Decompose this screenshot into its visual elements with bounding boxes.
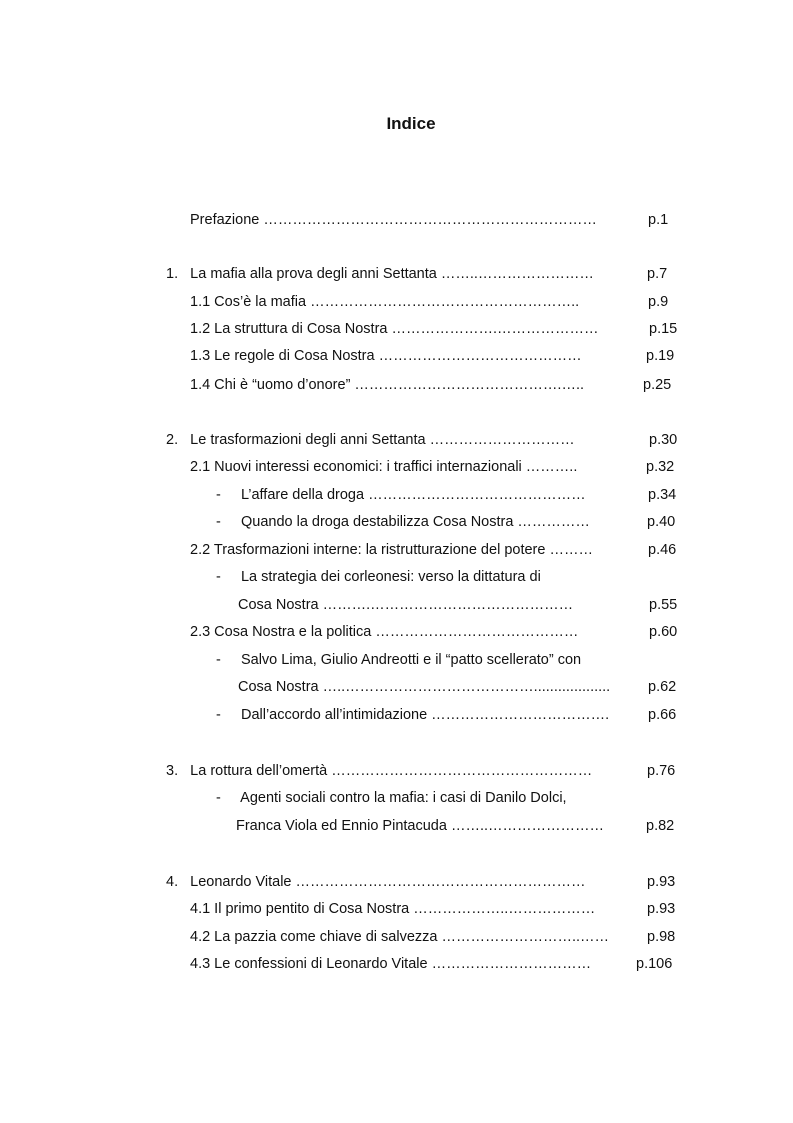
toc-entry-text: - Salvo Lima, Giulio Andreotti e il “patto scellerato” con (216, 652, 582, 668)
toc-entry-text: 1.4 Chi è “uomo d’onore” …………………………………….….. (190, 377, 585, 393)
toc-entry-page: p.62 (648, 679, 677, 695)
toc-entry-text: Prefazione …………………………………………………………… (190, 212, 597, 228)
toc-entry-text: 4. Leonardo Vitale …………………………………………………… (166, 874, 586, 890)
toc-entry-page: p.25 (643, 377, 672, 393)
toc-entry-text: 2.2 Trasformazioni interne: la ristrutturazione del potere ……… (190, 542, 593, 558)
toc-entry-page: p.93 (647, 874, 676, 890)
toc-entry-text: 4.2 La pazzia come chiave di salvezza ………………………..…… (190, 929, 610, 945)
toc-entry-text: 3. La rottura dell’omertà ……………………………………………… (166, 763, 593, 779)
toc-entry-page: p.1 (648, 212, 669, 228)
toc-entry-page: p.55 (649, 597, 678, 613)
toc-entry-text: 4.1 Il primo pentito di Cosa Nostra ………………..……………… (190, 901, 596, 917)
toc-entry-text: 1. La mafia alla prova degli anni Settanta ……..…………………… (166, 266, 594, 282)
toc-entry-text: - Dall’accordo all’intimidazione ………………………………. (216, 707, 610, 723)
toc-entry-page: p.66 (648, 707, 677, 723)
toc-entry-page: p.9 (648, 294, 669, 310)
toc-entry-text: Cosa Nostra …..…………………………………................... (238, 679, 611, 695)
toc-entry-text: 1.3 Le regole di Cosa Nostra …………………………………… (190, 348, 582, 364)
toc-entry-text: - Agenti sociali contro la mafia: i casi di Danilo Dolci, (216, 790, 567, 806)
toc-entry-page: p.34 (648, 487, 677, 503)
toc-entry-text: Cosa Nostra ……….…………………………………… (238, 597, 574, 613)
toc-entry-page: p.40 (647, 514, 676, 530)
toc-entry-page: p.30 (649, 432, 678, 448)
toc-entry-text: 2.3 Cosa Nostra e la politica …………………………………… (190, 624, 579, 640)
toc-entry-text: - L’affare della droga ……………………………………… (216, 487, 586, 503)
toc-entry-text: - La strategia dei corleonesi: verso la dittatura di (216, 569, 541, 585)
toc-entry-page: p.15 (649, 321, 678, 337)
toc-entry-text: 1.1 Cos’è la mafia ……………………………………………….. (190, 294, 580, 310)
toc-entry-text: 4.3 Le confessioni di Leonardo Vitale …………………………… (190, 956, 592, 972)
toc-entry-page: p.19 (646, 348, 675, 364)
toc-entry-text: Franca Viola ed Ennio Pintacuda ……..…………………… (236, 818, 605, 834)
toc-entry-page: p.46 (648, 542, 677, 558)
toc-entry-page: p.82 (646, 818, 675, 834)
toc-entry-page: p.98 (647, 929, 676, 945)
toc-entry-text: 2.1 Nuovi interessi economici: i traffici internazionali ……….. (190, 459, 578, 475)
toc-entry-page: p.60 (649, 624, 678, 640)
page-title: Indice (386, 114, 436, 133)
toc-entry-text: 1.2 La struttura di Cosa Nostra ………………….………………… (190, 321, 599, 337)
toc-entry-page: p.32 (646, 459, 675, 475)
toc-entry-page: p.93 (647, 901, 676, 917)
toc-entry-page: p.76 (647, 763, 676, 779)
toc-entry-page: p.7 (647, 266, 668, 282)
toc-entry-text: 2. Le trasformazioni degli anni Settanta ………………………… (166, 432, 575, 448)
toc-entry-text: - Quando la droga destabilizza Cosa Nostra …………… (216, 514, 590, 530)
toc-entry-page: p.106 (636, 956, 673, 972)
